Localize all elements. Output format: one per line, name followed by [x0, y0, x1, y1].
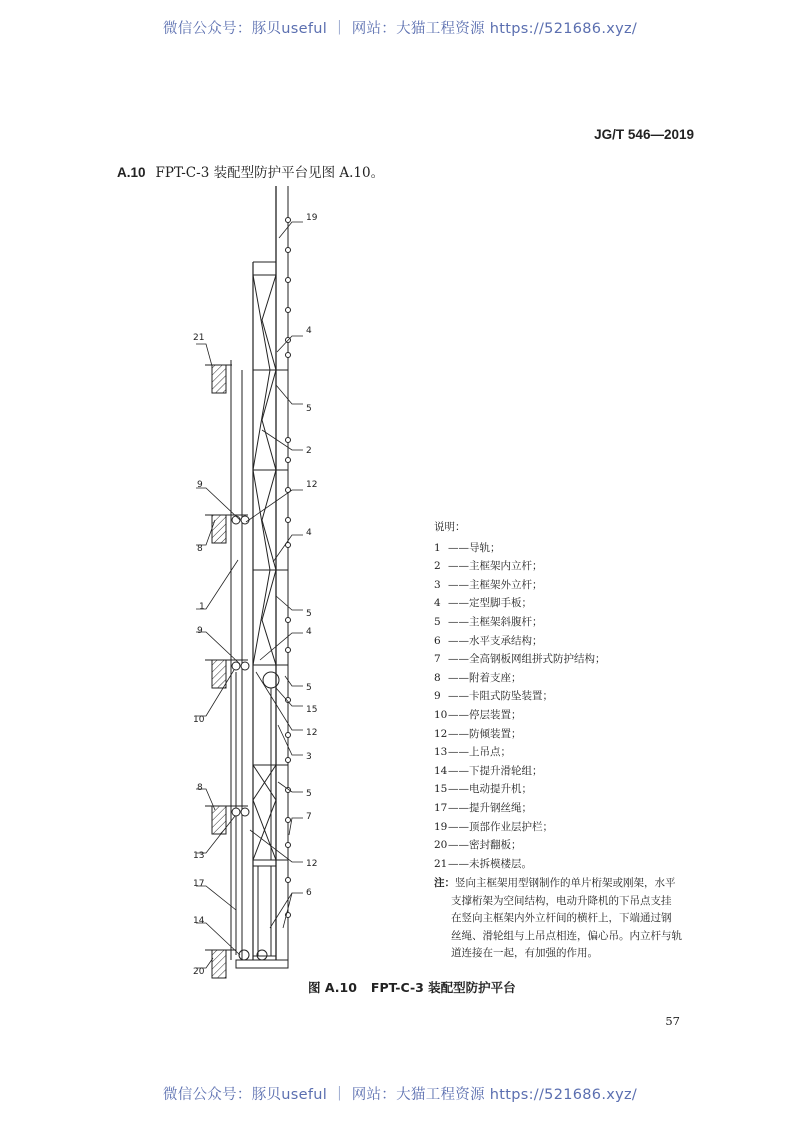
legend-item-text: ——下提升滑轮组；: [448, 764, 543, 777]
legend-item-number: 21: [434, 857, 448, 870]
legend-item-number: 12: [434, 727, 448, 740]
legend-item: [434, 613, 704, 632]
label-14: 14: [193, 916, 205, 926]
legend-item-text: ——全高钢板网组拼式防护结构；: [448, 653, 606, 666]
legend-item-number: 8: [434, 671, 441, 684]
legend-item-text: ——水平支承结构；: [448, 634, 543, 647]
label-4-a: 4: [306, 326, 312, 336]
label-5-a: 5: [306, 404, 312, 414]
label-12-b: 12: [306, 728, 318, 738]
legend-item-text: ——密封翻板；: [448, 839, 522, 852]
legend-item-number: 7: [434, 653, 441, 666]
label-5-c: 5: [306, 683, 312, 693]
note-line: 竖向主框架用型钢制作的单片桁架或刚架，水平: [455, 877, 676, 890]
legend-item: [434, 762, 704, 781]
legend-item-text: ——主框架斜腹杆；: [448, 615, 543, 628]
label-9-a: 9: [197, 480, 203, 490]
legend-item: [434, 539, 704, 558]
label-15: 15: [306, 705, 318, 715]
label-4-c: 4: [306, 627, 312, 637]
legend-item-text: ——电动提升机；: [448, 783, 532, 796]
legend-item: [434, 594, 704, 613]
legend-item-number: 3: [434, 578, 441, 591]
note-line: 在竖向主框架内外立杆间的横杆上，下端通过钢: [451, 912, 672, 925]
label-12-a: 12: [306, 480, 318, 490]
legend-item-text: ——定型脚手板；: [448, 597, 532, 610]
label-20: 20: [193, 967, 205, 977]
legend-item: [434, 687, 704, 706]
legend-item-number: 4: [434, 597, 441, 610]
page-number: 57: [665, 1014, 680, 1028]
floor-slab-20: [212, 950, 226, 978]
floor-slab-21: [212, 365, 226, 393]
legend-item: [434, 725, 704, 744]
legend-item-text: ——未拆模楼层。: [448, 857, 532, 870]
label-2: 2: [306, 446, 312, 456]
watermark-bottom: 微信公众号：豚贝useful ｜ 网站：大猫工程资源 https://521686.xyz/: [162, 1087, 638, 1103]
legend-item-number: 6: [434, 634, 441, 647]
legend-item: [434, 632, 704, 651]
legend-item-text: ——导轨；: [448, 541, 501, 554]
legend-item-number: 14: [434, 764, 448, 777]
label-10: 10: [193, 715, 205, 725]
standard-code: JG/T 546—2019: [594, 127, 694, 142]
floor-slab-10: [212, 660, 226, 688]
legend-item: [434, 836, 704, 855]
legend-item: [434, 818, 704, 837]
floor-slab-9: [212, 515, 226, 543]
legend-item-number: 17: [434, 801, 448, 814]
legend-item: [434, 855, 704, 874]
legend-item-number: 10: [434, 708, 448, 721]
label-5-d: 5: [306, 789, 312, 799]
legend-item: [434, 557, 704, 576]
label-12-c: 12: [306, 859, 318, 869]
legend-note: [434, 875, 704, 962]
legend-item-text: ——防倾装置；: [448, 727, 522, 740]
label-13: 13: [193, 851, 205, 861]
label-6: 6: [306, 888, 312, 898]
legend-item-text: ——附着支座；: [448, 671, 522, 684]
legend-item: [434, 576, 704, 595]
label-19: 19: [306, 213, 318, 223]
watermark-top: 微信公众号：豚贝useful ｜ 网站：大猫工程资源 https://521686.xyz/: [162, 21, 638, 37]
legend-item-number: 1: [434, 541, 441, 554]
legend-item-text: ——提升钢丝绳；: [448, 801, 532, 814]
label-9-b: 9: [197, 626, 203, 636]
note-line: 丝绳、滑轮组与上吊点相连，偏心吊。内立杆与轨: [451, 929, 682, 942]
label-17: 17: [193, 879, 205, 889]
legend-item: [434, 799, 704, 818]
section-number: A.10: [117, 165, 146, 180]
legend-item-text: ——主框架外立杆；: [448, 578, 543, 591]
note-label: 注：: [434, 877, 455, 890]
label-21: 21: [193, 333, 205, 343]
legend-item-text: ——顶部作业层护栏；: [448, 820, 553, 833]
legend: [434, 518, 704, 962]
label-8-a: 8: [197, 544, 203, 554]
legend-item: [434, 706, 704, 725]
section-text: FPT-C-3 装配型防护平台见图 A.10。: [155, 165, 385, 181]
legend-item-number: 19: [434, 820, 448, 833]
legend-item-number: 2: [434, 560, 441, 573]
label-7: 7: [306, 812, 312, 822]
legend-item-number: 13: [434, 746, 448, 759]
figure-caption: [308, 978, 516, 996]
legend-item: [434, 669, 704, 688]
label-8-b: 8: [197, 783, 203, 793]
legend-item: [434, 650, 704, 669]
legend-item-text: ——停层装置；: [448, 708, 522, 721]
legend-item-number: 20: [434, 839, 448, 852]
legend-list: [434, 539, 704, 874]
note-line: 道连接在一起，有加强的作用。: [451, 946, 598, 959]
label-3: 3: [306, 752, 312, 762]
legend-item-number: 9: [434, 690, 441, 703]
caption-title: FPT-C-3 装配型防护平台: [370, 980, 516, 995]
label-5-b: 5: [306, 609, 312, 619]
legend-item: [434, 780, 704, 799]
note-line: 支撑桁架为空间结构，电动升降机的下吊点支挂: [451, 894, 672, 907]
legend-item-text: ——上吊点；: [448, 746, 511, 759]
caption-number: 图 A.10: [308, 980, 357, 995]
label-4-b: 4: [306, 528, 312, 538]
label-1: 1: [199, 602, 205, 612]
legend-item-text: ——卡阻式防坠装置；: [448, 690, 553, 703]
legend-item: [434, 743, 704, 762]
legend-item-number: 5: [434, 615, 441, 628]
legend-item-number: 15: [434, 783, 448, 796]
legend-title: 说明：: [434, 521, 466, 533]
legend-item-text: ——主框架内立杆；: [448, 560, 543, 573]
